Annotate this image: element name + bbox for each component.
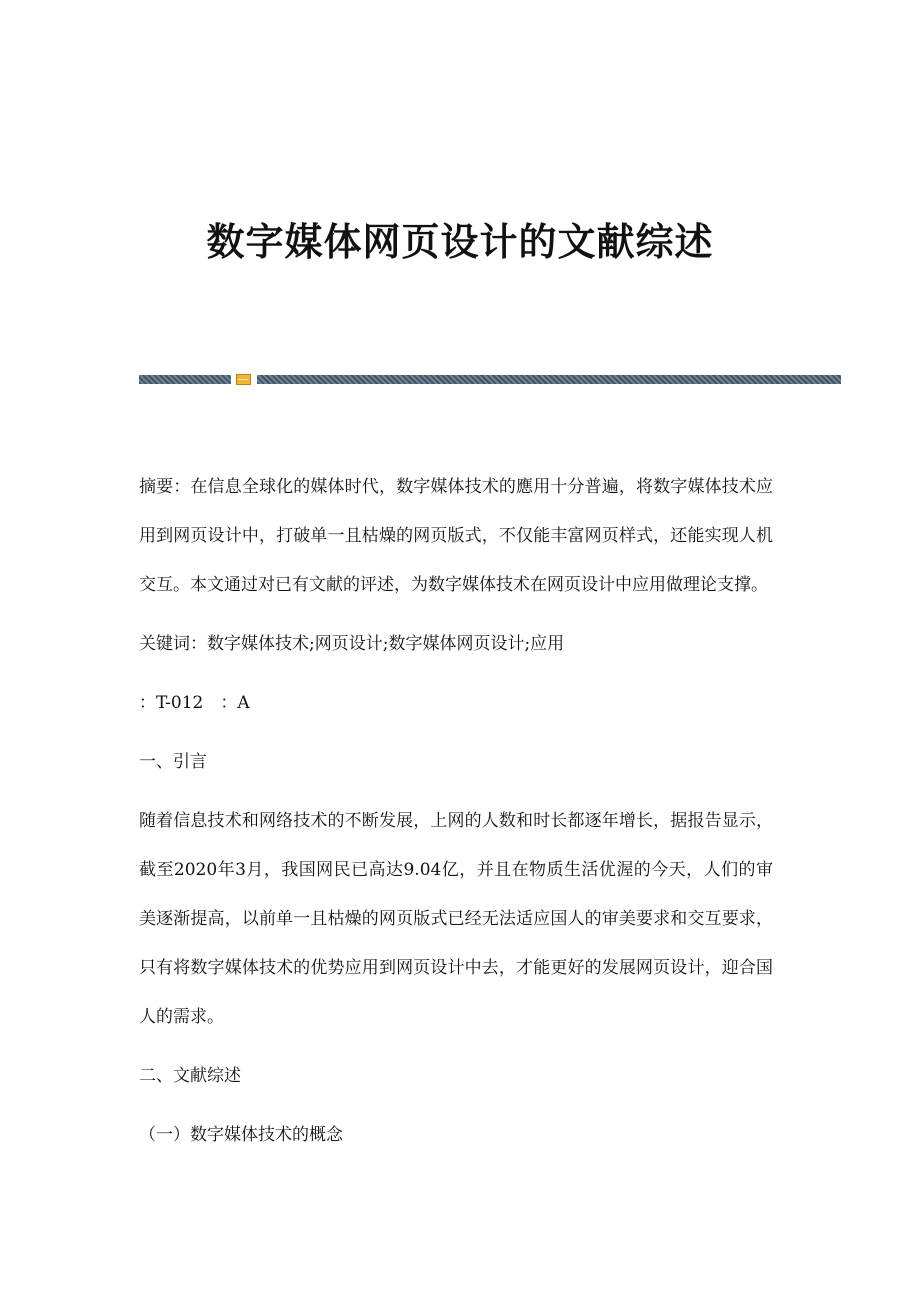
divider-ornament-icon bbox=[236, 374, 251, 385]
introduction-paragraph: 随着信息技术和网络技术的不断发展，上网的人数和时长都逐年增长，据报告显示，截至2020年3月，我国网民已高达9.04亿，并且在物质生活优渥的今天，人们的审美逐渐提高，以前单一且枯燥的网页版式已经无法适应国人的审美要求和交互要求，只有将数字媒体技术的优势应用到网页设计中去，才能更好的发展网页设计，迎合国人的需求。 bbox=[139, 811, 773, 1027]
divider-right-segment bbox=[257, 375, 841, 384]
section-heading-introduction: 一、引言 bbox=[139, 752, 207, 772]
document-title: 数字媒体网页设计的文献综述 bbox=[206, 219, 714, 264]
keywords-line: 关键词：数字媒体技术;网页设计;数字媒体网页设计;应用 bbox=[139, 634, 565, 654]
subsection-heading-concept: （一）数字媒体技术的概念 bbox=[139, 1125, 343, 1145]
divider-left-segment bbox=[139, 375, 231, 384]
classification-line: ：T-012 ：A bbox=[139, 693, 250, 713]
decorative-divider bbox=[139, 375, 841, 384]
document-body bbox=[139, 463, 773, 1160]
section-heading-literature-review: 二、文献综述 bbox=[139, 1066, 241, 1086]
abstract-paragraph: 摘要：在信息全球化的媒体时代，数字媒体技术的應用十分普遍，将数字媒体技术应用到网页设计中，打破单一且枯燥的网页版式，不仅能丰富网页样式，还能实现人机交互。本文通过对已有文献的评述，为数字媒体技术在网页设计中应用做理论支撑。 bbox=[139, 477, 773, 595]
